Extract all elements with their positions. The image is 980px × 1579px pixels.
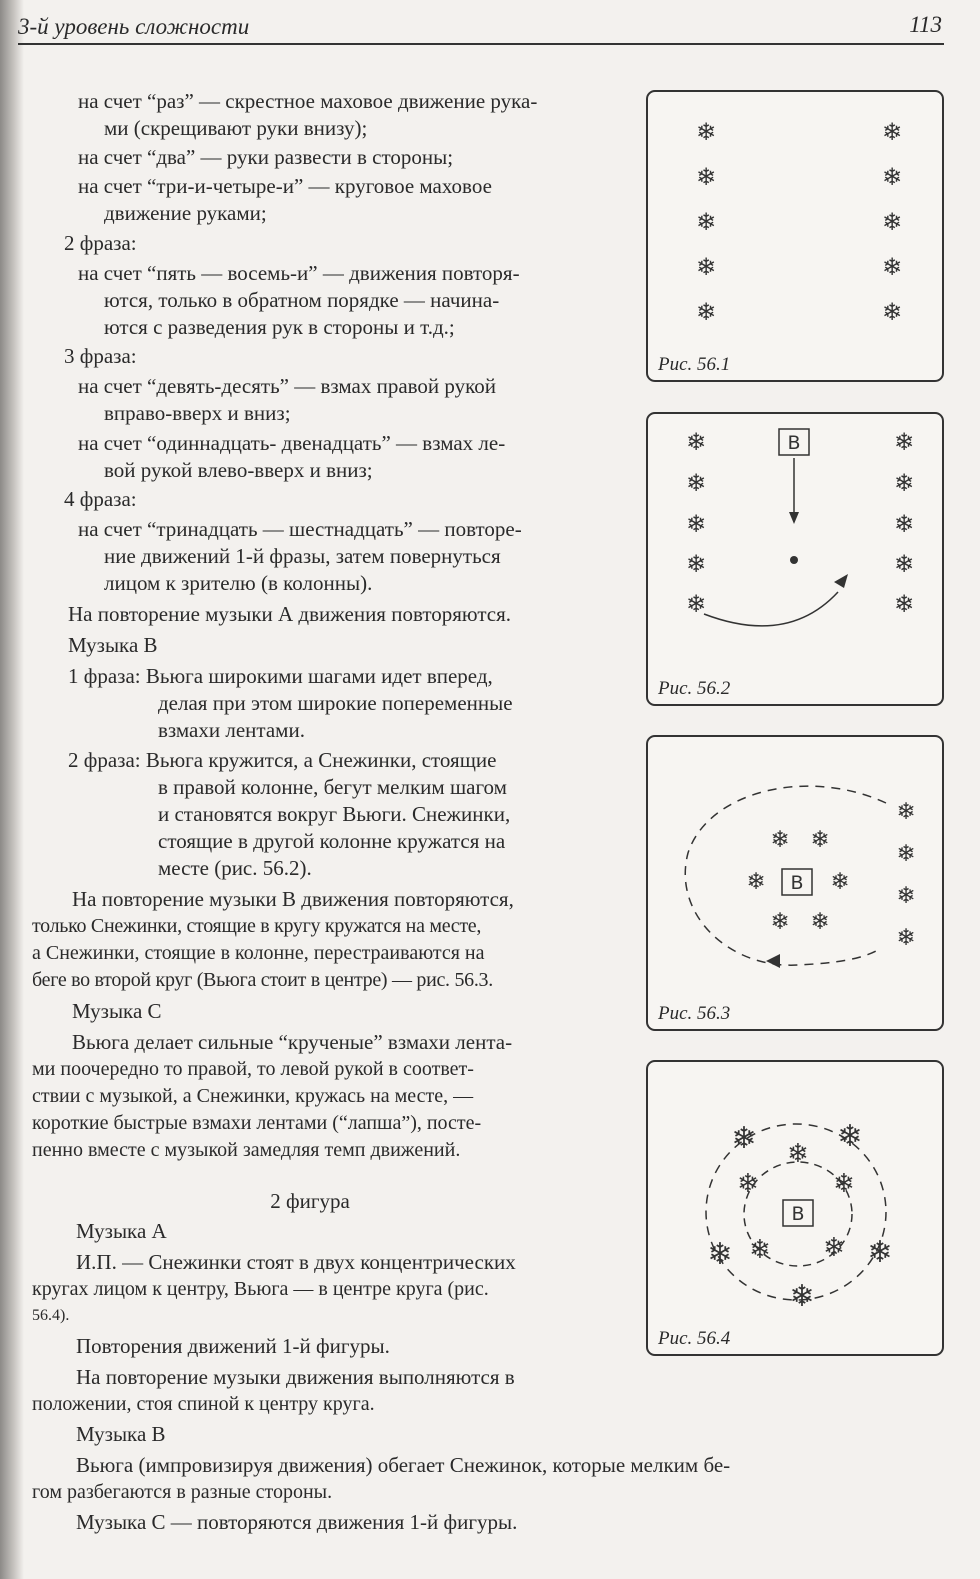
snowflake-icon: ❄ <box>789 1279 815 1314</box>
text-line: положении, стоя спиной к центру круга. <box>32 1393 375 1415</box>
snowflake-icon: ❄ <box>695 253 717 281</box>
text-line: делая при этом широкие попеременные <box>158 691 513 715</box>
text-line: 56.4). <box>32 1307 70 1324</box>
snowflake-icon: ❄ <box>695 208 717 236</box>
header-rule <box>18 43 944 45</box>
snowflake-icon: ❄ <box>893 469 915 497</box>
formation-diagram <box>648 92 942 380</box>
snowflake-icon: ❄ <box>685 590 707 618</box>
text-line: 4 фраза: <box>64 487 137 511</box>
text-line: ются, только в обратном порядке — начина- <box>104 288 500 312</box>
snowflake-icon: ❄ <box>770 909 790 935</box>
figure-caption: Рис. 56.3 <box>658 1003 731 1024</box>
text-line: вправо-вверх и вниз; <box>104 401 291 425</box>
figure-56-1 <box>646 90 944 382</box>
text-line: на счет “тринадцать — шестнадцать” — повторе- <box>78 517 522 541</box>
text-line: на счет “пять — восемь-и” — движения повторя- <box>78 261 520 285</box>
text-line: а Снежинки, стоящие в колонне, перестраиваются на <box>32 942 485 964</box>
snowflake-icon: ❄ <box>896 799 916 825</box>
formation-diagram <box>648 414 942 704</box>
snowflake-icon: ❄ <box>830 869 850 895</box>
snowflake-icon: ❄ <box>893 590 915 618</box>
snowflake-icon: ❄ <box>695 298 717 326</box>
snowflake-icon: ❄ <box>893 510 915 538</box>
figure-56-3 <box>646 735 944 1031</box>
snowflake-icon: ❄ <box>787 1139 809 1169</box>
text-line: на счет “два” — руки развести в стороны; <box>78 145 454 169</box>
text-line: на счет “раз” — скрестное маховое движение рука- <box>78 89 538 113</box>
snowflake-icon: ❄ <box>893 428 915 456</box>
text-line: Вьюга делает сильные “крученые” взмахи лента- <box>72 1030 513 1054</box>
snowflake-icon: ❄ <box>737 1169 759 1199</box>
snowflake-icon: ❄ <box>837 1119 863 1154</box>
formation-diagram <box>648 737 942 1029</box>
snowflake-icon: ❄ <box>867 1235 893 1270</box>
snowflake-icon: ❄ <box>896 883 916 909</box>
text-line: месте (рис. 56.2). <box>158 856 312 880</box>
text-line: На повторение музыки движения выполняются в <box>76 1365 515 1389</box>
figure-56-2 <box>646 412 944 706</box>
text-line: Музыка С — повторяются движения 1-й фигуры. <box>76 1510 518 1534</box>
text-line: ются с разведения рук в стороны и т.д.; <box>104 315 455 339</box>
text-line: На повторение музыки А движения повторяются. <box>68 602 511 626</box>
text-line: гом разбегаются в разные стороны. <box>32 1481 333 1503</box>
text-line: 2 фраза: Вьюга кружится, а Снежинки, стоящие <box>68 748 497 772</box>
snowflake-icon: ❄ <box>695 118 717 146</box>
snowflake-icon: ❄ <box>881 253 903 281</box>
text-line: И.П. — Снежинки стоят в двух концентрических <box>76 1250 516 1274</box>
snowflake-icon: ❄ <box>749 1235 771 1265</box>
snowflake-icon: ❄ <box>881 298 903 326</box>
text-line: взмахи лентами. <box>158 718 305 742</box>
text-line: 1 фраза: Вьюга широкими шагами идет вперед, <box>68 664 493 688</box>
text-line: на счет “три-и-четыре-и” — круговое маховое <box>78 174 492 198</box>
text-line: Вьюга (импровизируя движения) обегает Снежинок, которые мелким бе- <box>76 1453 731 1477</box>
vyuga-label: В <box>790 872 804 894</box>
snowflake-icon: ❄ <box>881 118 903 146</box>
figure-caption: Рис. 56.1 <box>658 354 731 375</box>
snowflake-icon: ❄ <box>823 1233 845 1263</box>
text-line: 3 фраза: <box>64 344 137 368</box>
text-line: ми поочередно то правой, то левой рукой в соответ- <box>32 1058 474 1080</box>
figure-caption: Рис. 56.4 <box>658 1328 731 1349</box>
text-line: только Снежинки, стоящие в кругу кружатся на месте, <box>32 915 482 937</box>
vyuga-label: В <box>787 432 801 454</box>
text-line: беге во второй круг (Вьюга стоит в центре) — рис. 56.3. <box>32 969 493 991</box>
snowflake-icon: ❄ <box>833 1169 855 1199</box>
text-line: ми (скрещивают руки внизу); <box>104 116 368 140</box>
center-point <box>790 556 798 564</box>
figure-caption: Рис. 56.2 <box>658 678 731 699</box>
snowflake-icon: ❄ <box>810 827 830 853</box>
snowflake-icon: ❄ <box>707 1237 733 1272</box>
running-title: 3-й уровень сложности <box>18 14 250 39</box>
text-line: в правой колонне, бегут мелким шагом <box>158 775 507 799</box>
snowflake-icon: ❄ <box>896 925 916 951</box>
snowflake-icon: ❄ <box>685 510 707 538</box>
page-number: 113 <box>909 12 942 37</box>
snowflake-icon: ❄ <box>770 827 790 853</box>
text-line: На повторение музыки В движения повторяются, <box>72 887 514 911</box>
text-line: пенно вместе с музыкой замедляя темп движений. <box>32 1139 461 1161</box>
text-line: кругах лицом к центру, Вьюга — в центре круга (рис. <box>32 1278 489 1300</box>
snowflake-icon: ❄ <box>685 550 707 578</box>
text-line: Повторения движений 1-й фигуры. <box>76 1334 390 1358</box>
snowflake-icon: ❄ <box>685 428 707 456</box>
text-line: движение руками; <box>104 201 267 225</box>
text-line: вой рукой влево-вверх и вниз; <box>104 458 373 482</box>
text-line: Музыка А <box>76 1219 167 1243</box>
snowflake-icon: ❄ <box>896 841 916 867</box>
text-line: на счет “одиннадцать- двенадцать” — взмах ле- <box>78 431 506 455</box>
snowflake-icon: ❄ <box>695 163 717 191</box>
text-line: лицом к зрителю (в колонны). <box>104 571 373 595</box>
text-line: на счет “девять-десять” — взмах правой рукой <box>78 374 497 398</box>
snowflake-icon: ❄ <box>881 208 903 236</box>
text-line: Музыка В <box>68 633 158 657</box>
vyuga-label: В <box>791 1203 805 1225</box>
snowflake-icon: ❄ <box>731 1121 757 1156</box>
text-line: короткие быстрые взмахи лентами (“лапша”), посте- <box>32 1112 482 1134</box>
text-line: Музыка В <box>76 1422 166 1446</box>
book-spine-shadow <box>0 0 24 1579</box>
snowflake-icon: ❄ <box>893 550 915 578</box>
text-line: ствии с музыкой, а Снежинки, кружась на месте, — <box>32 1085 474 1107</box>
figure-56-4 <box>646 1060 944 1356</box>
arrow-up-icon <box>834 574 848 588</box>
text-line: 2 фраза: <box>64 231 137 255</box>
text-line: стоящие в другой колонне кружатся на <box>158 829 506 853</box>
snowflake-icon: ❄ <box>810 909 830 935</box>
dashed-path <box>685 786 886 965</box>
text-line: и становятся вокруг Вьюги. Снежинки, <box>158 802 511 826</box>
snowflake-icon: ❄ <box>881 163 903 191</box>
snowflake-icon: ❄ <box>685 469 707 497</box>
text-line: ние движений 1-й фразы, затем повернуться <box>104 544 501 568</box>
arrow-left-icon <box>766 954 780 968</box>
arrow-down-icon <box>789 512 799 524</box>
text-line: Музыка С <box>72 999 162 1023</box>
arrow-path <box>704 592 838 626</box>
section-heading: 2 фигура <box>270 1189 350 1213</box>
snowflake-icon: ❄ <box>746 869 766 895</box>
formation-diagram <box>648 1062 942 1354</box>
